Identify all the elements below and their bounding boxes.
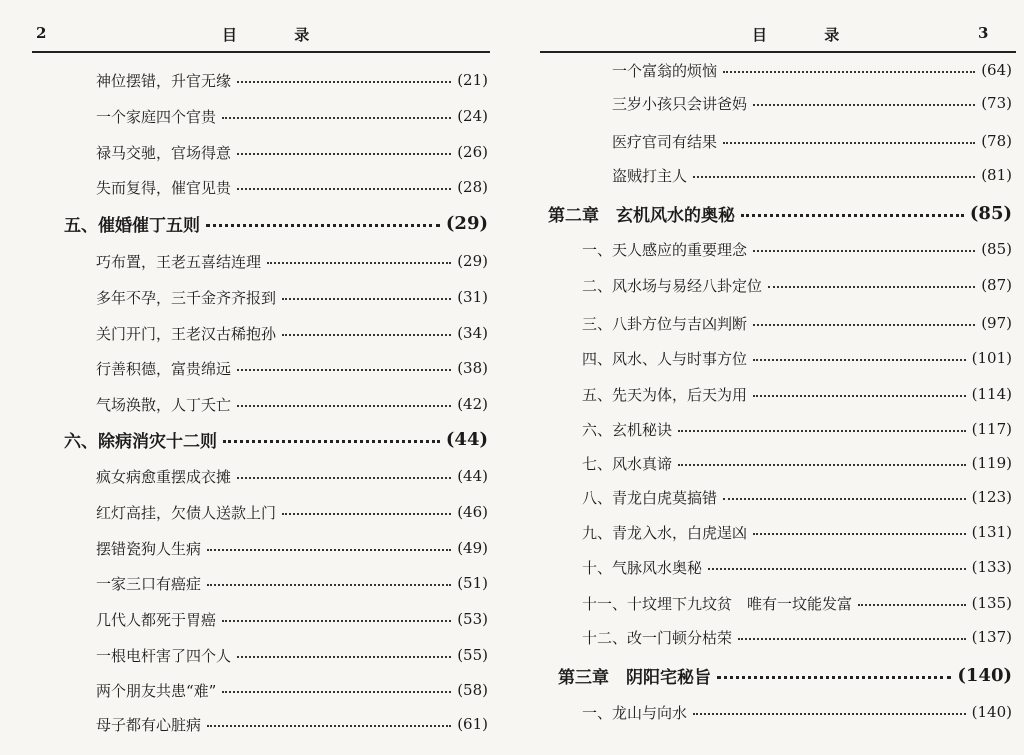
toc-entry-title: 巧布置，王老五喜结连理 bbox=[96, 252, 262, 271]
toc-entry bbox=[582, 273, 1012, 297]
right-header-rule bbox=[540, 51, 1016, 53]
toc-entry-title: 行善积德，富贵绵远 bbox=[96, 359, 232, 378]
toc-entry-page: (101) bbox=[971, 349, 1012, 367]
toc-entry-title: 气场涣散，人丁夭亡 bbox=[96, 395, 232, 414]
toc-leader-dots bbox=[237, 656, 451, 658]
toc-entry-title: 几代人都死于胃癌 bbox=[96, 610, 217, 629]
toc-entry-title: 一、龙山与向水 bbox=[582, 703, 688, 722]
toc-entry-page: (24) bbox=[457, 107, 488, 125]
toc-entry bbox=[612, 58, 1012, 82]
toc-entry-page: (38) bbox=[457, 359, 488, 377]
toc-entry-page: (49) bbox=[457, 539, 488, 557]
toc-leader-dots bbox=[237, 188, 451, 190]
toc-entry-title: 四、风水、人与时事方位 bbox=[582, 349, 748, 368]
toc-entry-title: 八、青龙白虎莫搞错 bbox=[582, 488, 718, 507]
toc-entry-title: 五、先天为体，后天为用 bbox=[582, 385, 748, 404]
toc-leader-dots bbox=[768, 286, 975, 288]
toc-leader-dots bbox=[741, 214, 964, 217]
toc-entry-page: (131) bbox=[971, 523, 1012, 541]
toc-entry bbox=[612, 129, 1012, 153]
toc-entry-page: (64) bbox=[981, 61, 1012, 79]
toc-leader-dots bbox=[723, 71, 975, 73]
toc-entry-page: (117) bbox=[971, 420, 1012, 438]
toc-entry bbox=[96, 643, 488, 667]
toc-leader-dots bbox=[222, 691, 451, 693]
toc-leader-dots bbox=[223, 440, 440, 443]
toc-entry-title: 神位摆错，升官无缘 bbox=[96, 71, 232, 90]
toc-leader-dots bbox=[753, 104, 975, 106]
toc-entry bbox=[612, 91, 1012, 115]
toc-entry-page: (28) bbox=[457, 178, 488, 196]
toc-leader-dots bbox=[708, 568, 966, 570]
toc-entry-page: (119) bbox=[971, 454, 1012, 472]
toc-section-heading bbox=[548, 201, 1012, 225]
toc-entry bbox=[582, 520, 1012, 544]
toc-entry bbox=[96, 104, 488, 128]
toc-leader-dots bbox=[723, 142, 975, 144]
toc-entry-title: 三岁小孩只会讲爸妈 bbox=[612, 94, 748, 113]
toc-entry-page: (81) bbox=[981, 166, 1012, 184]
toc-entry bbox=[96, 321, 488, 345]
toc-entry-title: 九、青龙入水，白虎逞凶 bbox=[582, 523, 748, 542]
toc-entry-page: (26) bbox=[457, 143, 488, 161]
toc-entry-page: (87) bbox=[981, 276, 1012, 294]
toc-entry-page: (78) bbox=[981, 132, 1012, 150]
toc-leader-dots bbox=[207, 725, 451, 727]
toc-entry bbox=[96, 249, 488, 273]
toc-entry bbox=[582, 700, 1012, 724]
toc-entry bbox=[582, 625, 1012, 649]
toc-entry-page: (58) bbox=[457, 681, 488, 699]
toc-leader-dots bbox=[282, 513, 451, 515]
toc-entry bbox=[582, 485, 1012, 509]
toc-entry-page: (140) bbox=[971, 703, 1012, 721]
right-page bbox=[540, 0, 1024, 755]
left-page-number: 2 bbox=[36, 24, 47, 42]
toc-entry-title: 一个富翁的烦恼 bbox=[612, 61, 718, 80]
toc-leader-dots bbox=[206, 224, 440, 227]
toc-entry-page: (44) bbox=[445, 428, 488, 450]
left-header-rule bbox=[32, 51, 490, 53]
toc-entry bbox=[96, 285, 488, 309]
toc-leader-dots bbox=[753, 324, 975, 326]
right-page-number: 3 bbox=[978, 24, 989, 42]
toc-entry bbox=[582, 451, 1012, 475]
toc-entry bbox=[96, 712, 488, 736]
toc-leader-dots bbox=[237, 477, 451, 479]
toc-leader-dots bbox=[753, 533, 966, 535]
toc-entry bbox=[96, 571, 488, 595]
toc-leader-dots bbox=[282, 334, 451, 336]
toc-entry bbox=[96, 500, 488, 524]
toc-entry-title: 一个家庭四个官贵 bbox=[96, 107, 217, 126]
toc-leader-dots bbox=[753, 359, 966, 361]
toc-leader-dots bbox=[282, 298, 451, 300]
toc-entry-page: (31) bbox=[457, 288, 488, 306]
toc-entry bbox=[96, 464, 488, 488]
toc-entry-page: (135) bbox=[971, 594, 1012, 612]
toc-entry bbox=[582, 555, 1012, 579]
toc-entry-page: (97) bbox=[981, 314, 1012, 332]
left-page bbox=[0, 0, 500, 755]
toc-entry bbox=[582, 346, 1012, 370]
toc-leader-dots bbox=[207, 584, 451, 586]
toc-entry bbox=[96, 536, 488, 560]
toc-entry-title: 摆错瓷狗人生病 bbox=[96, 539, 202, 558]
toc-entry-page: (140) bbox=[957, 664, 1012, 686]
toc-entry-title: 第三章 阴阳宅秘旨 bbox=[558, 667, 711, 687]
toc-entry-page: (21) bbox=[457, 71, 488, 89]
toc-leader-dots bbox=[717, 676, 951, 679]
toc-entry-page: (29) bbox=[445, 212, 488, 234]
toc-entry-title: 医疗官司有结果 bbox=[612, 132, 718, 151]
toc-entry-page: (85) bbox=[981, 240, 1012, 258]
right-page-header: 目 录 bbox=[752, 26, 866, 44]
toc-leader-dots bbox=[753, 395, 966, 397]
toc-leader-dots bbox=[858, 604, 966, 606]
toc-entry-page: (61) bbox=[457, 715, 488, 733]
toc-leader-dots bbox=[222, 117, 451, 119]
toc-entry bbox=[96, 392, 488, 416]
toc-entry-page: (137) bbox=[971, 628, 1012, 646]
toc-entry-title: 一、天人感应的重要理念 bbox=[582, 240, 748, 259]
toc-entry-page: (46) bbox=[457, 503, 488, 521]
toc-entry-title: 多年不孕，三千金齐齐报到 bbox=[96, 288, 277, 307]
toc-leader-dots bbox=[693, 176, 975, 178]
toc-leader-dots bbox=[693, 713, 966, 715]
toc-entry-title: 十二、改一门顿分枯荣 bbox=[582, 628, 733, 647]
toc-entry bbox=[96, 68, 488, 92]
toc-entry bbox=[582, 237, 1012, 261]
toc-leader-dots bbox=[753, 250, 975, 252]
toc-entry bbox=[96, 175, 488, 199]
toc-entry-title: 十、气脉风水奥秘 bbox=[582, 558, 703, 577]
toc-entry-title: 六、玄机秘诀 bbox=[582, 420, 673, 439]
toc-leader-dots bbox=[738, 638, 966, 640]
toc-entry-title: 禄马交驰，官场得意 bbox=[96, 143, 232, 162]
toc-entry-title: 失而复得，催官见贵 bbox=[96, 178, 232, 197]
toc-entry-title: 三、八卦方位与吉凶判断 bbox=[582, 314, 748, 333]
toc-entry-title: 红灯高挂，欠债人送款上门 bbox=[96, 503, 277, 522]
toc-entry-page: (133) bbox=[971, 558, 1012, 576]
toc-entry-page: (29) bbox=[457, 252, 488, 270]
toc-leader-dots bbox=[207, 549, 451, 551]
toc-entry-page: (51) bbox=[457, 574, 488, 592]
toc-entry bbox=[96, 678, 488, 702]
toc-entry-title: 一家三口有癌症 bbox=[96, 574, 202, 593]
toc-entry-title: 第二章 玄机风水的奥秘 bbox=[548, 205, 735, 225]
toc-entry-page: (53) bbox=[457, 610, 488, 628]
toc-entry bbox=[96, 356, 488, 380]
toc-section-heading bbox=[558, 663, 1012, 687]
toc-entry-title: 六、除病消灾十二则 bbox=[64, 431, 217, 451]
toc-entry bbox=[582, 417, 1012, 441]
toc-entry-page: (114) bbox=[971, 385, 1012, 403]
left-page-header: 目 录 bbox=[222, 26, 336, 44]
toc-entry-page: (42) bbox=[457, 395, 488, 413]
toc-entry bbox=[582, 311, 1012, 335]
toc-entry bbox=[96, 607, 488, 631]
toc-entry-title: 盗贼打主人 bbox=[612, 166, 688, 185]
toc-leader-dots bbox=[237, 81, 451, 83]
toc-leader-dots bbox=[237, 153, 451, 155]
toc-leader-dots bbox=[237, 369, 451, 371]
toc-entry-title: 母子都有心脏病 bbox=[96, 715, 202, 734]
toc-entry-title: 关门开门，王老汉古稀抱孙 bbox=[96, 324, 277, 343]
toc-leader-dots bbox=[267, 262, 451, 264]
toc-entry-page: (55) bbox=[457, 646, 488, 664]
toc-entry-title: 五、催婚催丁五则 bbox=[64, 215, 200, 235]
toc-leader-dots bbox=[222, 620, 451, 622]
toc-entry-page: (73) bbox=[981, 94, 1012, 112]
toc-entry bbox=[96, 140, 488, 164]
toc-entry-page: (85) bbox=[969, 202, 1012, 224]
toc-entry bbox=[612, 163, 1012, 187]
toc-entry-title: 两个朋友共患“难” bbox=[96, 681, 217, 700]
toc-entry-title: 七、风水真谛 bbox=[582, 454, 673, 473]
toc-leader-dots bbox=[678, 464, 966, 466]
toc-entry-title: 十一、十坟埋下九坟贫 唯有一坟能发富 bbox=[582, 594, 853, 613]
toc-entry-title: 一根电杆害了四个人 bbox=[96, 646, 232, 665]
toc-leader-dots bbox=[237, 405, 451, 407]
toc-entry bbox=[582, 382, 1012, 406]
toc-leader-dots bbox=[678, 430, 966, 432]
toc-leader-dots bbox=[723, 498, 966, 500]
toc-entry-title: 疯女病愈重摆成衣摊 bbox=[96, 467, 232, 486]
toc-entry-page: (123) bbox=[971, 488, 1012, 506]
toc-entry-title: 二、风水场与易经八卦定位 bbox=[582, 276, 763, 295]
toc-entry-page: (44) bbox=[457, 467, 488, 485]
toc-entry-page: (34) bbox=[457, 324, 488, 342]
toc-section-heading bbox=[64, 427, 488, 451]
toc-section-heading bbox=[64, 211, 488, 235]
toc-entry bbox=[582, 591, 1012, 615]
